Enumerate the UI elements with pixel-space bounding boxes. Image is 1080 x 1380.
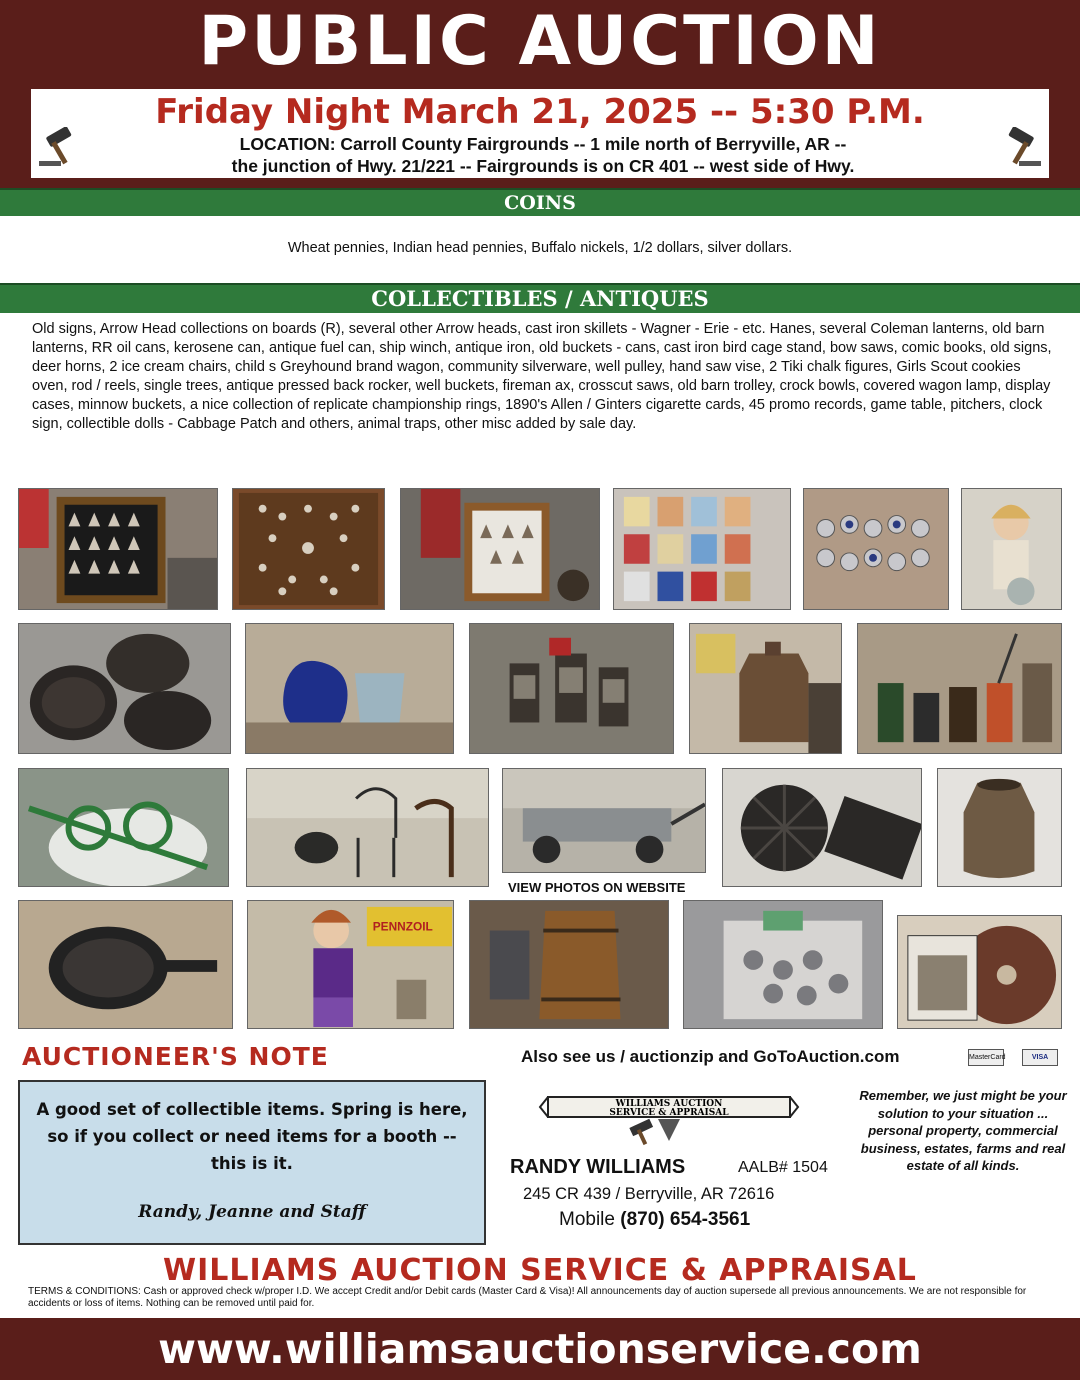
auctioneers-signature: Randy, Jeanne and Staff: [138, 1202, 366, 1222]
photo-arrowheads-frame: [18, 488, 218, 610]
company-logo: [538, 1085, 800, 1147]
collectibles-text: Old signs, Arrow Head collections on boards (R), several other Arrow heads, cast iron skillets - Wagner - Erie - etc. Hanes, several Coleman lanterns, old barn lanterns, RR oil cans, kerosene can, antique fuel can, ship winch, antique iron, old buckets - cans, cast iron bird cage stand, bow saws, comic books, old signs, deer horns, 2 ice cream chairs, child s Greyhound brand wagon, community silverware, well pulley, hand saw vise, 2 Tiki chalk figures, Girls Scout cookies oven, rod / reels, single trees, antique pressed back rocker, well buckets, fireman ax, crosscut saws, old barn trolley, crock bowls, covered wagon lamp, display cases, minnow buckets, a nice collection of replicate championship rings, 1890's Allen / Ginters cigarette cards, 45 promo records, game table, pitchers, clock sign, collectible dolls - Cabbage Patch and others, animal traps, other misc added by sale day.: [32, 321, 1052, 432]
auctioneers-note-box: [18, 1080, 486, 1245]
logo-line-1: WILLIAMS AUCTION: [615, 1099, 723, 1109]
logo-line-2: SERVICE & APPRAISAL: [609, 1108, 729, 1118]
photo-animal-traps: [18, 768, 229, 887]
company-name: WILLIAMS AUCTION SERVICE & APPRAISAL: [163, 1253, 917, 1288]
auctioneers-note-heading: AUCTIONEER'S NOTE: [22, 1042, 329, 1071]
photo-cornbread-pans: [722, 768, 922, 887]
phone-number[interactable]: (870) 654-3561: [620, 1209, 751, 1230]
photo-arrowheads-case: [400, 488, 600, 610]
photo-lanterns: [469, 623, 674, 754]
coins-text: Wheat pennies, Indian head pennies, Buffalo nickels, 1/2 dollars, silver dollars.: [287, 240, 793, 256]
photo-cabbage-patch-doll: [247, 900, 454, 1029]
collectibles-heading: COLLECTIBLES / ANTIQUES: [0, 283, 1080, 313]
location-line-2: the junction of Hwy. 21/221 -- Fairgrounds is on CR 401 -- west side of Hwy.: [231, 156, 855, 176]
photo-wagon: [502, 768, 706, 873]
license-number: AALB# 1504: [738, 1159, 828, 1176]
photo-records: [897, 915, 1062, 1029]
photo-crock: [937, 768, 1062, 887]
photo-cast-iron-skillets: [18, 623, 231, 754]
website-link[interactable]: www.williamsauctionservice.com: [158, 1325, 922, 1373]
page-title: PUBLIC AUCTION: [198, 2, 882, 81]
mobile-line: [559, 1209, 750, 1231]
photo-championship-rings: [803, 488, 949, 610]
mastercard-icon: MasterCard: [968, 1049, 1004, 1066]
date-location-box: [28, 86, 1052, 181]
auction-date: Friday Night March 21, 2025 -- 5:30 P.M.: [155, 92, 925, 132]
photo-skillet-stack: [18, 900, 233, 1029]
photo-ice-cream-chairs: [246, 768, 489, 887]
photo-wooden-barrel: [469, 900, 669, 1029]
photo-pitchers: [245, 623, 454, 754]
view-photos-label: VIEW PHOTOS ON WEBSITE: [508, 880, 686, 895]
gavel-icon: [37, 127, 81, 169]
location-line-1: LOCATION: Carroll County Fairgrounds -- 1 mile north of Berryville, AR --: [239, 134, 847, 154]
gavel-icon: [999, 127, 1043, 169]
pennzoil-sign-text: PENNZOIL: [372, 919, 433, 934]
mobile-label: Mobile: [559, 1209, 615, 1230]
coins-heading: COINS: [0, 188, 1080, 216]
photo-cigarette-cards: [613, 488, 791, 610]
photo-silverware-bin: [683, 900, 883, 1029]
photo-oil-cans: [857, 623, 1062, 754]
remember-text: Remember, we just might be your solution to your situation ... personal property, commercial business, estates, farms and real estate of all kinds.: [859, 1088, 1067, 1173]
photo-arrowheads-board: [232, 488, 385, 610]
also-see-text: Also see us / auctionzip and GoToAuction.com: [521, 1047, 900, 1066]
address: 245 CR 439 / Berryville, AR 72616: [523, 1185, 775, 1203]
auctioneers-note-text: A good set of collectible items. Spring is here, so if you collect or need items for a booth -- this is it.: [36, 1100, 468, 1173]
photo-fuel-can: [689, 623, 842, 754]
auctioneer-name: RANDY WILLIAMS: [510, 1156, 686, 1178]
visa-icon: VISA: [1022, 1049, 1058, 1066]
terms-conditions: TERMS & CONDITIONS: Cash or approved check w/proper I.D. We accept Credit and/or Debit cards (Master Card & Visa)! All announcements day of auction supersede all previous announcements. We are not responsible for accidents or loss of items. Nothing can be removed until paid for.: [28, 1286, 1027, 1309]
photo-doll: [961, 488, 1062, 610]
